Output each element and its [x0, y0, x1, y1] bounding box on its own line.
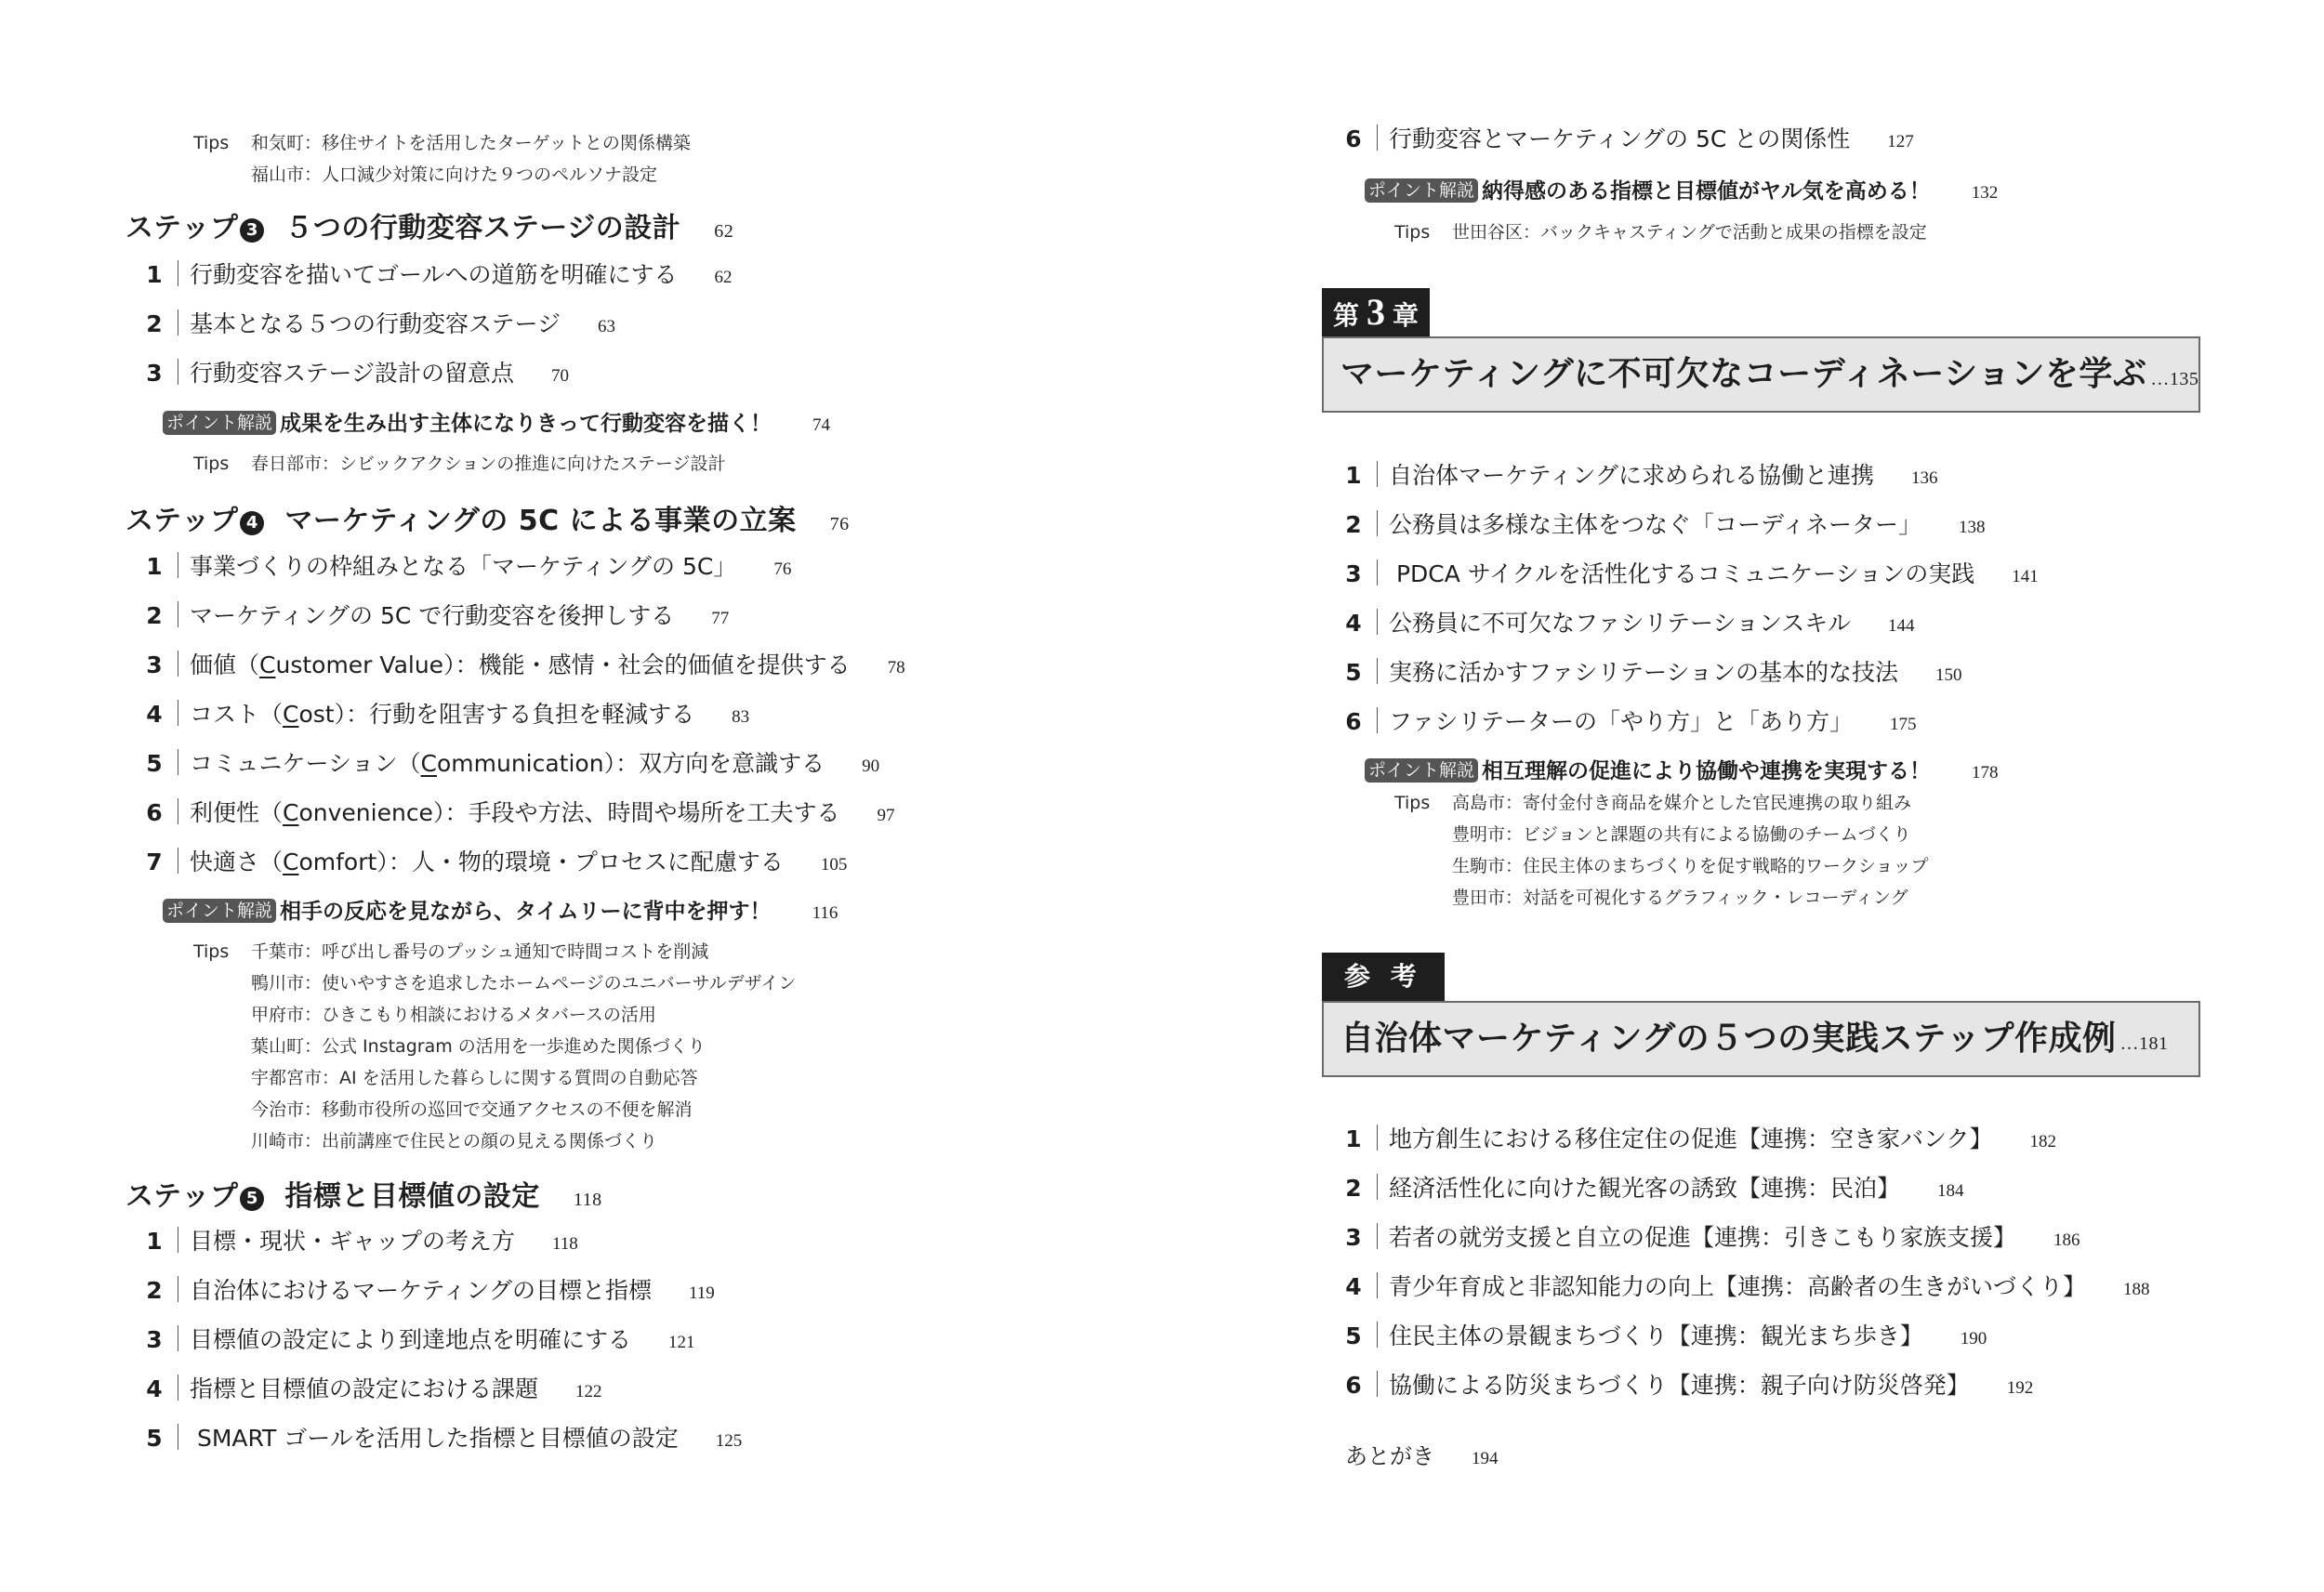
- toc-item[interactable]: [1343, 459, 1938, 495]
- page-number: 63: [598, 317, 616, 336]
- page-number: 132: [1971, 183, 1999, 203]
- afterword-title: あとがき: [1345, 1443, 1434, 1469]
- tips-city: 春日部市: [251, 454, 323, 474]
- item-number: 5: [1345, 659, 1362, 686]
- page-number: 186: [2053, 1230, 2080, 1250]
- tips-city: 千葉市: [251, 941, 305, 962]
- point-item[interactable]: [1365, 756, 1999, 789]
- toc-item[interactable]: [144, 550, 791, 586]
- tips-prefix: Tips: [1394, 793, 1431, 813]
- item-number: 1: [1345, 462, 1362, 489]
- item-number: 4: [1345, 610, 1362, 637]
- point-badge: ポイント解説: [163, 899, 276, 923]
- tips-text: ：バックキャスティングで活動と成果の指標を設定: [1523, 222, 1927, 243]
- item-number: 3: [1345, 1224, 1362, 1251]
- page-number: 78: [887, 658, 905, 678]
- tips-entry: [193, 448, 726, 480]
- point-badge: ポイント解説: [163, 411, 276, 435]
- toc-item[interactable]: [1343, 558, 2039, 594]
- item-title: ：手段や方法、時間や場所を工夫する: [444, 799, 840, 826]
- toc-item[interactable]: [144, 747, 879, 783]
- item-title: 自治体におけるマーケティングの目標と指標: [190, 1277, 653, 1304]
- item-number: 4: [1345, 1273, 1362, 1300]
- step-title: 指標と目標値の設定: [284, 1180, 540, 1213]
- item-number: 1: [146, 1228, 163, 1255]
- page-number: 62: [714, 221, 734, 242]
- tips-text: ：住民主体のまちづくりを促す戦略的ワークショップ: [1505, 856, 1929, 876]
- item-title-underlined-letter: C: [283, 799, 299, 826]
- item-number: 6: [1345, 125, 1362, 152]
- circled-number-icon: 5: [240, 1187, 264, 1211]
- page-number: 119: [689, 1283, 715, 1303]
- item-title: 行動変容とマーケティングの 5C との関係性: [1389, 125, 1851, 152]
- item-number: 2: [146, 1277, 163, 1304]
- tips-text: ：人口減少対策に向けた９つのペルソナ設定: [304, 164, 658, 185]
- item-number: 2: [146, 602, 163, 629]
- item-number: 1: [146, 261, 163, 288]
- tips-entry: [1394, 882, 1908, 914]
- tips-text: ：呼び出し番号のプッシュ通知で時間コストを削減: [304, 941, 709, 962]
- item-title: 公務員に不可欠なファシリテーションスキル: [1389, 610, 1852, 637]
- divider: [1377, 125, 1378, 151]
- item-title: 事業づくりの枠組みとなる「マーケティングの 5C」: [190, 553, 737, 580]
- page-number: …181: [2119, 1033, 2169, 1054]
- item-number: 1: [146, 553, 163, 580]
- divider: [1377, 461, 1378, 487]
- tips-entry: [193, 967, 796, 999]
- step-title: マーケティングの 5C による事業の立案: [284, 505, 797, 537]
- item-number: 3: [146, 360, 163, 387]
- point-title: 相互理解の促進により協働や連携を実現する！: [1482, 759, 1932, 783]
- tips-city: 甲府市: [251, 1005, 305, 1025]
- toc-item[interactable]: [144, 1225, 578, 1261]
- page-number: 138: [1959, 518, 1986, 537]
- page-number: 118: [573, 1190, 602, 1210]
- item-number: 3: [146, 1326, 163, 1353]
- toc-item[interactable]: [144, 796, 894, 833]
- tips-entry: [193, 127, 691, 159]
- tips-text: ：公式 Instagram の活用を一歩進めた関係づくり: [304, 1036, 706, 1057]
- page-number: 175: [1890, 715, 1917, 734]
- item-title: 協働による防災まちづくり【連携：親子向け防災啓発】: [1389, 1372, 1970, 1399]
- page-number: 105: [820, 855, 848, 875]
- page-number: 136: [1911, 468, 1938, 488]
- divider: [1377, 707, 1378, 733]
- page-number: 76: [773, 559, 792, 579]
- tips-city: 川崎市: [251, 1131, 305, 1151]
- item-title-underlined-letter: C: [283, 701, 299, 728]
- page-number: 70: [551, 366, 570, 386]
- page-number: 178: [1972, 763, 1999, 783]
- item-title: ファシリテーターの「やり方」と「あり方」: [1389, 708, 1854, 735]
- page-number: 125: [715, 1431, 743, 1451]
- page-number: 190: [1960, 1329, 1987, 1349]
- page-number: 194: [1472, 1449, 1499, 1468]
- item-number: 2: [146, 310, 163, 337]
- toc-item[interactable]: [1343, 1172, 1964, 1208]
- circled-number-icon: 4: [240, 511, 264, 535]
- page-number: 90: [862, 757, 880, 776]
- step-heading[interactable]: [125, 497, 850, 538]
- tips-entry: [193, 1094, 692, 1125]
- right-page: [1162, 0, 2324, 1592]
- tips-prefix: Tips: [193, 454, 230, 474]
- point-title: 成果を生み出す主体になりきって行動変容を描く！: [280, 412, 772, 436]
- chapter-label-post: 章: [1393, 300, 1419, 331]
- tips-city: 豊田市: [1452, 888, 1506, 908]
- step-heading[interactable]: [125, 1173, 602, 1214]
- tips-text: ：出前講座で住民との顔の見える関係づくり: [304, 1131, 658, 1151]
- item-title: SMART ゴールを活用した指標と目標値の設定: [190, 1425, 679, 1452]
- page-number: 127: [1887, 132, 1914, 151]
- item-number: 5: [146, 750, 163, 777]
- item-title: 行動変容を描いてゴールへの道筋を明確にする: [190, 261, 678, 288]
- page-number: 182: [2029, 1132, 2057, 1151]
- item-number: 7: [146, 849, 163, 875]
- tips-city: 鴨川市: [251, 973, 305, 993]
- toc-item[interactable]: [144, 308, 615, 344]
- page-number: 122: [575, 1382, 602, 1401]
- divider: [1377, 1371, 1378, 1397]
- toc-item[interactable]: [144, 698, 749, 734]
- item-title-pre: 価値（: [190, 651, 260, 678]
- tips-city: 高島市: [1452, 793, 1506, 813]
- toc-item[interactable]: [1343, 1369, 2033, 1405]
- page-number: …135: [2150, 369, 2199, 389]
- tips-city: 宇都宮市: [251, 1068, 323, 1088]
- reference-label: 参 考: [1322, 953, 1445, 1001]
- divider: [1377, 559, 1378, 585]
- item-title-underlined-letter: C: [259, 651, 276, 678]
- toc-item[interactable]: [1343, 1270, 2150, 1307]
- tips-text: ：ひきこもり相談におけるメタバースの活用: [304, 1005, 656, 1025]
- item-title-underlined-letter: C: [283, 849, 299, 875]
- item-title-english: ost）: [298, 701, 347, 728]
- afterword-item[interactable]: [1345, 1438, 1499, 1470]
- divider: [1377, 1272, 1378, 1298]
- item-title: 実務に活かすファシリテーションの基本的な技法: [1389, 659, 1899, 686]
- tips-city: 世田谷区: [1452, 222, 1524, 243]
- step-label: ステップ: [125, 505, 239, 537]
- tips-city: 今治市: [251, 1099, 305, 1120]
- item-title: 若者の就労支援と自立の促進【連携：引きこもり家族支援】: [1389, 1224, 2017, 1251]
- tips-entry: [193, 1031, 706, 1062]
- item-title: 地方創生における移住定住の促進【連携：空き家バンク】: [1389, 1125, 1993, 1152]
- point-item[interactable]: [163, 896, 838, 929]
- tips-entry: [1394, 850, 1928, 882]
- item-number: 6: [1345, 1372, 1362, 1399]
- item-title-pre: 快適さ（: [190, 849, 284, 875]
- item-title-pre: コスト（: [190, 701, 284, 728]
- item-title: 目標・現状・ギャップの考え方: [190, 1228, 516, 1255]
- item-title: ：双方向を意識する: [615, 750, 825, 777]
- tips-text: ：寄付金付き商品を媒介とした官民連携の取り組み: [1505, 793, 1912, 813]
- tips-city: 葉山町: [251, 1036, 305, 1057]
- item-title: 基本となる５つの行動変容ステージ: [190, 310, 561, 337]
- divider: [1377, 609, 1378, 635]
- toc-item[interactable]: [144, 1323, 695, 1360]
- item-number: 5: [1345, 1322, 1362, 1349]
- tips-city: 生駒市: [1452, 856, 1506, 876]
- divider: [1377, 510, 1378, 536]
- page-number: 188: [2123, 1280, 2150, 1299]
- page-number: 76: [829, 514, 850, 534]
- item-title: 青少年育成と非認知能力の向上【連携：高齢者の生きがいづくり】: [1389, 1273, 2087, 1300]
- toc-item[interactable]: [1343, 705, 1917, 742]
- tips-city: 福山市: [251, 164, 305, 185]
- circled-number-icon: 3: [240, 218, 264, 243]
- reference-title-box[interactable]: [1322, 1001, 2200, 1077]
- point-item[interactable]: [163, 408, 830, 441]
- page-number: 62: [714, 268, 733, 287]
- page-number: 74: [812, 415, 831, 435]
- item-title-pre: コミュニケーション（: [190, 750, 421, 777]
- chapter-label: [1322, 288, 1430, 336]
- toc-item[interactable]: [144, 846, 847, 882]
- divider: [1377, 1125, 1378, 1151]
- item-title: 経済活性化に向けた観光客の誘致【連携：民泊】: [1389, 1175, 1901, 1202]
- tips-entry: [193, 1125, 657, 1157]
- page-number: 192: [2006, 1378, 2034, 1398]
- divider: [1377, 1174, 1378, 1200]
- tips-text: ：使いやすさを追求したホームページのユニバーサルデザイン: [304, 973, 797, 993]
- toc-item[interactable]: [1343, 607, 1915, 643]
- tips-entry: [193, 936, 708, 967]
- item-title-english: ommunication）: [436, 750, 616, 777]
- item-title: PDCA サイクルを活性化するコミュニケーションの実践: [1389, 560, 1975, 587]
- item-number: 2: [1345, 1175, 1362, 1202]
- item-title-english: ustomer Value）: [275, 651, 456, 678]
- item-title: ：機能・感情・社会的価値を提供する: [455, 651, 851, 678]
- toc-item[interactable]: [1343, 1221, 2080, 1257]
- item-number: 6: [1345, 708, 1362, 735]
- tips-text: ：ビジョンと課題の共有による協働のチームづくり: [1505, 824, 1911, 845]
- toc-item[interactable]: [144, 357, 569, 393]
- item-number: 1: [1345, 1125, 1362, 1152]
- chapter-title-box[interactable]: [1322, 336, 2200, 413]
- item-number: 3: [146, 651, 163, 678]
- item-number: 2: [1345, 511, 1362, 538]
- toc-item[interactable]: [1343, 508, 1986, 545]
- item-number: 5: [146, 1425, 163, 1452]
- toc-item[interactable]: [144, 1373, 602, 1409]
- tips-entry: [193, 159, 657, 191]
- item-number: 3: [1345, 560, 1362, 587]
- item-title-english: onvenience）: [298, 799, 445, 826]
- tips-text: ：移動市役所の巡回で交通アクセスの不便を解消: [304, 1099, 693, 1120]
- tips-prefix: Tips: [193, 941, 230, 962]
- tips-text: ：シビックアクションの推進に向けたステージ設計: [322, 454, 726, 474]
- point-badge: ポイント解説: [1365, 758, 1478, 783]
- chapter-number: 3: [1367, 291, 1386, 333]
- toc-item[interactable]: [144, 1274, 715, 1310]
- tips-city: 和気町: [251, 133, 305, 153]
- item-title: 指標と目標値の設定における課題: [190, 1375, 539, 1402]
- item-number: 4: [146, 1375, 163, 1402]
- tips-entry: [193, 999, 656, 1031]
- item-title: 行動変容ステージ設計の留意点: [190, 360, 515, 387]
- page-number: 118: [552, 1234, 578, 1254]
- page-number: 116: [812, 903, 838, 923]
- item-title-pre: 利便性（: [190, 799, 284, 826]
- toc-item[interactable]: [144, 599, 729, 636]
- step-title: ５つの行動変容ステージの設計: [284, 212, 681, 244]
- page-number: 97: [877, 806, 895, 825]
- tips-prefix: Tips: [193, 133, 230, 153]
- item-title-underlined-letter: C: [420, 750, 437, 777]
- item-title: 住民主体の景観まちづくり【連携：観光まち歩き】: [1389, 1322, 1923, 1349]
- page-number: 77: [711, 609, 730, 628]
- toc-item[interactable]: [144, 649, 905, 685]
- tips-text: ：対話を可視化するグラフィック・レコーディング: [1505, 888, 1908, 908]
- step-heading[interactable]: [125, 204, 733, 245]
- toc-item[interactable]: [144, 1422, 742, 1458]
- item-title: 自治体マーケティングに求められる協働と連携: [1389, 462, 1875, 489]
- point-item[interactable]: [1365, 176, 1998, 209]
- step-label: ステップ: [125, 212, 239, 244]
- item-title-english: omfort）: [298, 849, 389, 875]
- page-number: 184: [1937, 1181, 1964, 1201]
- tips-text: ：AI を活用した暮らしに関する質問の自動応答: [322, 1068, 698, 1088]
- item-number: 6: [146, 799, 163, 826]
- page-number: 121: [668, 1333, 695, 1352]
- tips-city: 豊明市: [1452, 824, 1506, 845]
- tips-entry: [193, 1062, 698, 1094]
- reference-title: 自治体マーケティングの５つの実践ステップ作成例: [1340, 1020, 2117, 1058]
- chapter-title: マーケティングに不可欠なコーディネーションを学ぶ: [1340, 355, 2147, 393]
- item-title: 目標値の設定により到達地点を明確にする: [190, 1326, 632, 1353]
- point-title: 納得感のある指標と目標値がヤル気を高める！: [1482, 179, 1931, 204]
- toc-item[interactable]: [1343, 1123, 2056, 1159]
- chapter-label-pre: 第: [1333, 300, 1360, 331]
- toc-item[interactable]: [1343, 1320, 1987, 1356]
- point-badge: ポイント解説: [1365, 178, 1478, 203]
- tips-entry: [1394, 819, 1911, 850]
- item-number: 4: [146, 701, 163, 728]
- page-number: 83: [732, 707, 750, 727]
- tips-entry: [1394, 787, 1911, 819]
- divider: [1377, 658, 1378, 684]
- toc-item[interactable]: [1343, 123, 1914, 159]
- toc-item[interactable]: [144, 258, 733, 295]
- item-title: ：行動を阻害する負担を軽減する: [346, 701, 695, 728]
- item-title: ：人・物的環境・プロセスに配慮する: [388, 849, 784, 875]
- toc-item[interactable]: [1343, 656, 1962, 692]
- divider: [1377, 1322, 1378, 1348]
- tips-entry: [1394, 217, 1927, 248]
- point-title: 相手の反応を見ながら、タイムリーに背中を押す！: [280, 900, 772, 924]
- page-number: 141: [2012, 567, 2039, 586]
- step-label: ステップ: [125, 1180, 239, 1213]
- tips-prefix: Tips: [1394, 222, 1431, 243]
- tips-text: ：移住サイトを活用したターゲットとの関係構築: [304, 133, 691, 153]
- item-title: マーケティングの 5C で行動変容を後押しする: [190, 602, 675, 629]
- page-number: 150: [1935, 665, 1962, 685]
- divider: [1377, 1223, 1378, 1249]
- item-title: 公務員は多様な主体をつなぐ「コーディネーター」: [1389, 511, 1922, 538]
- page-number: 144: [1888, 616, 1915, 636]
